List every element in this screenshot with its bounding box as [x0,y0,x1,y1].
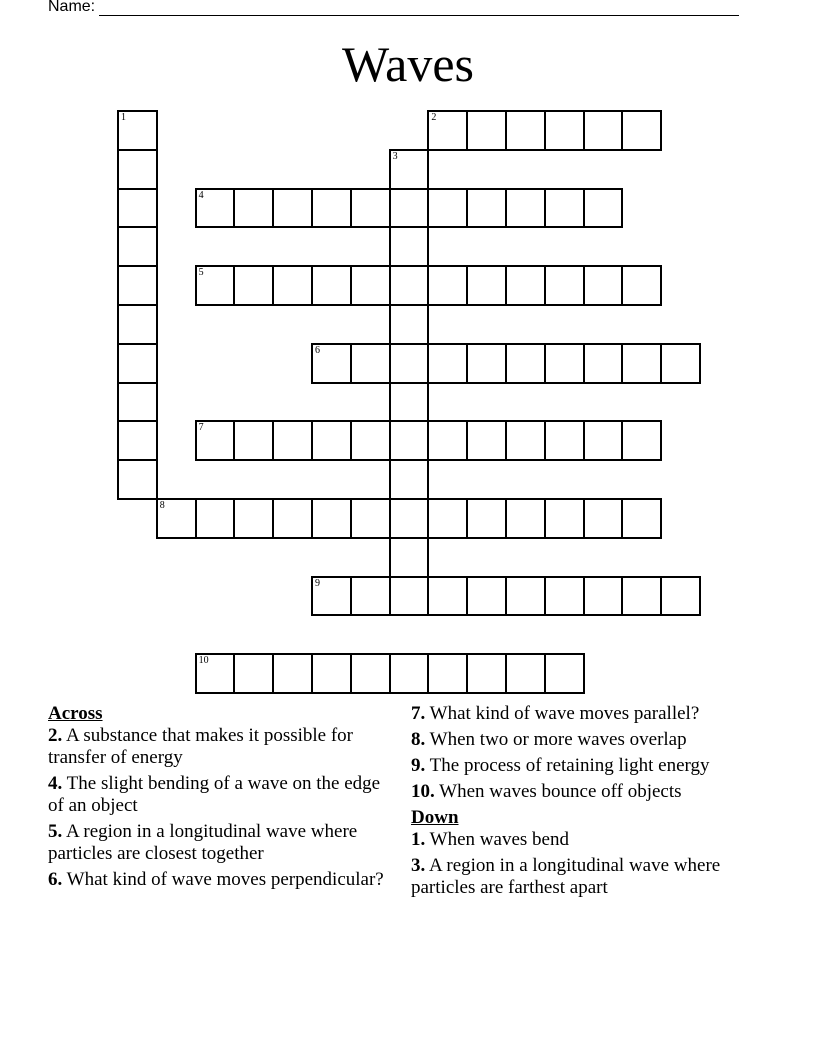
grid-cell[interactable] [117,265,158,306]
grid-cell[interactable] [427,420,468,461]
grid-cell[interactable] [311,653,352,694]
grid-cell[interactable] [505,498,546,539]
clue-down-1 [411,829,771,851]
grid-cell[interactable] [544,576,585,617]
grid-cell[interactable] [117,420,158,461]
grid-cell[interactable] [233,653,274,694]
grid-cell[interactable] [505,265,546,306]
grid-cell[interactable] [544,653,585,694]
clue-number: 5. [48,821,63,842]
clue-text: A region in a longitudinal wave where particles are farthest apart [411,855,721,898]
clue-number: 2. [48,725,63,746]
clue-text: What kind of wave moves parallel? [429,703,700,724]
clues-right-column [411,703,771,903]
grid-cell[interactable] [272,498,313,539]
grid-cell[interactable] [621,265,662,306]
grid-cell[interactable] [350,576,391,617]
grid-cell[interactable] [505,420,546,461]
grid-cell[interactable] [350,420,391,461]
grid-cell[interactable] [117,343,158,384]
clue-across-10 [411,781,771,803]
grid-cell[interactable] [466,420,507,461]
grid-cell[interactable] [389,459,430,500]
grid-cell[interactable] [544,110,585,151]
grid-cell[interactable] [311,420,352,461]
clue-number: 6. [48,869,63,890]
cell-clue-number: 5 [198,267,204,279]
grid-cell[interactable] [621,110,662,151]
grid-cell[interactable] [195,420,236,461]
clue-number: 1. [411,829,426,850]
grid-cell[interactable] [466,653,507,694]
grid-cell[interactable] [350,188,391,229]
clue-text: What kind of wave moves perpendicular? [66,869,384,890]
grid-cell[interactable] [621,420,662,461]
grid-cell[interactable] [233,420,274,461]
grid-cell[interactable] [389,420,430,461]
grid-cell[interactable] [117,226,158,267]
grid-cell[interactable] [427,343,468,384]
clues-left-column [48,703,393,895]
clue-across-8 [411,729,771,751]
clue-number: 9. [411,755,426,776]
grid-cell[interactable] [117,459,158,500]
grid-cell[interactable] [583,576,624,617]
name-label: Name: [48,0,96,15]
clue-across-6 [48,869,393,891]
grid-cell[interactable] [233,498,274,539]
grid-cell[interactable] [466,576,507,617]
grid-cell[interactable] [272,420,313,461]
grid-cell[interactable] [544,498,585,539]
grid-cell[interactable] [583,110,624,151]
grid-cell[interactable] [117,110,158,151]
clue-number: 8. [411,729,426,750]
grid-cell[interactable] [427,576,468,617]
grid-cell[interactable] [466,188,507,229]
grid-cell[interactable] [466,265,507,306]
grid-cell[interactable] [544,343,585,384]
grid-cell[interactable] [389,343,430,384]
clue-text: The process of retaining light energy [429,755,710,776]
puzzle-title: Waves [341,36,475,92]
grid-cell[interactable] [350,265,391,306]
grid-cell[interactable] [117,382,158,423]
grid-cell[interactable] [466,498,507,539]
grid-cell[interactable] [311,188,352,229]
grid-cell[interactable] [466,343,507,384]
grid-cell[interactable] [156,498,197,539]
grid-cell[interactable] [311,498,352,539]
grid-cell[interactable] [389,653,430,694]
grid-cell[interactable] [311,265,352,306]
grid-cell[interactable] [350,343,391,384]
grid-cell[interactable] [350,498,391,539]
clue-number: 10. [411,781,435,802]
grid-cell[interactable] [389,382,430,423]
grid-cell[interactable] [272,188,313,229]
grid-cell[interactable] [505,576,546,617]
grid-cell[interactable] [427,653,468,694]
grid-cell[interactable] [389,265,430,306]
grid-cell[interactable] [621,498,662,539]
clue-number: 3. [411,855,426,876]
cell-clue-number: 4 [198,189,204,201]
grid-cell[interactable] [505,653,546,694]
grid-cell[interactable] [427,265,468,306]
grid-cell[interactable] [195,265,236,306]
grid-cell[interactable] [233,188,274,229]
grid-cell[interactable] [272,653,313,694]
grid-cell[interactable] [621,343,662,384]
grid-cell[interactable] [466,110,507,151]
grid-cell[interactable] [505,188,546,229]
grid-cell[interactable] [583,265,624,306]
cell-clue-number: 1 [121,112,126,123]
grid-cell[interactable] [583,420,624,461]
grid-cell[interactable] [583,498,624,539]
grid-cell[interactable] [389,188,430,229]
grid-cell[interactable] [505,343,546,384]
clue-text: When waves bounce off objects [439,781,682,802]
grid-cell[interactable] [117,149,158,190]
cell-clue-number: 10 [198,655,209,667]
grid-cell[interactable] [544,188,585,229]
clue-text: A region in a longitudinal wave where particles are closest together [48,821,358,864]
grid-cell[interactable] [389,537,430,578]
grid-cell[interactable] [583,188,624,229]
clue-across-5 [48,821,393,865]
grid-cell[interactable] [389,576,430,617]
grid-cell[interactable] [311,343,352,384]
clue-text: A substance that makes it possible for transfer of energy [48,725,354,768]
grid-cell[interactable] [117,188,158,229]
grid-cell[interactable] [233,265,274,306]
grid-cell[interactable] [427,110,468,151]
cell-clue-number: 9 [315,577,320,589]
clue-across-7 [411,703,771,725]
grid-cell[interactable] [350,653,391,694]
grid-cell[interactable] [389,304,430,345]
clue-across-4 [48,773,393,817]
clue-number: 4. [48,773,63,794]
grid-cell[interactable] [544,420,585,461]
clue-text: When two or more waves overlap [429,729,687,750]
cell-clue-number: 3 [392,150,398,162]
grid-cell[interactable] [389,498,430,539]
grid-cell[interactable] [195,188,236,229]
across-heading: Across [48,703,103,724]
clue-text: When waves bend [429,829,569,850]
grid-cell[interactable] [583,343,624,384]
grid-cell[interactable] [389,226,430,267]
clue-across-9 [411,755,771,777]
grid-cell[interactable] [621,576,662,617]
grid-cell[interactable] [117,304,158,345]
grid-cell[interactable] [427,188,468,229]
cell-clue-number: 6 [315,344,320,356]
grid-cell[interactable] [505,110,546,151]
grid-cell[interactable] [195,653,236,694]
clue-text: The slight bending of a wave on the edge of an object [48,773,381,816]
grid-cell[interactable] [544,265,585,306]
clue-across-2 [48,725,393,769]
grid-cell[interactable] [660,576,701,617]
grid-cell[interactable] [660,343,701,384]
down-heading: Down [411,807,459,828]
cell-clue-number: 2 [431,112,437,123]
cell-clue-number: 7 [198,422,204,434]
grid-cell[interactable] [389,149,430,190]
cell-clue-number: 8 [159,500,165,511]
grid-cell[interactable] [427,498,468,539]
grid-cell[interactable] [272,265,313,306]
grid-cell[interactable] [195,498,236,539]
clue-down-3 [411,855,771,899]
clue-number: 7. [411,703,426,724]
grid-cell[interactable] [311,576,352,617]
